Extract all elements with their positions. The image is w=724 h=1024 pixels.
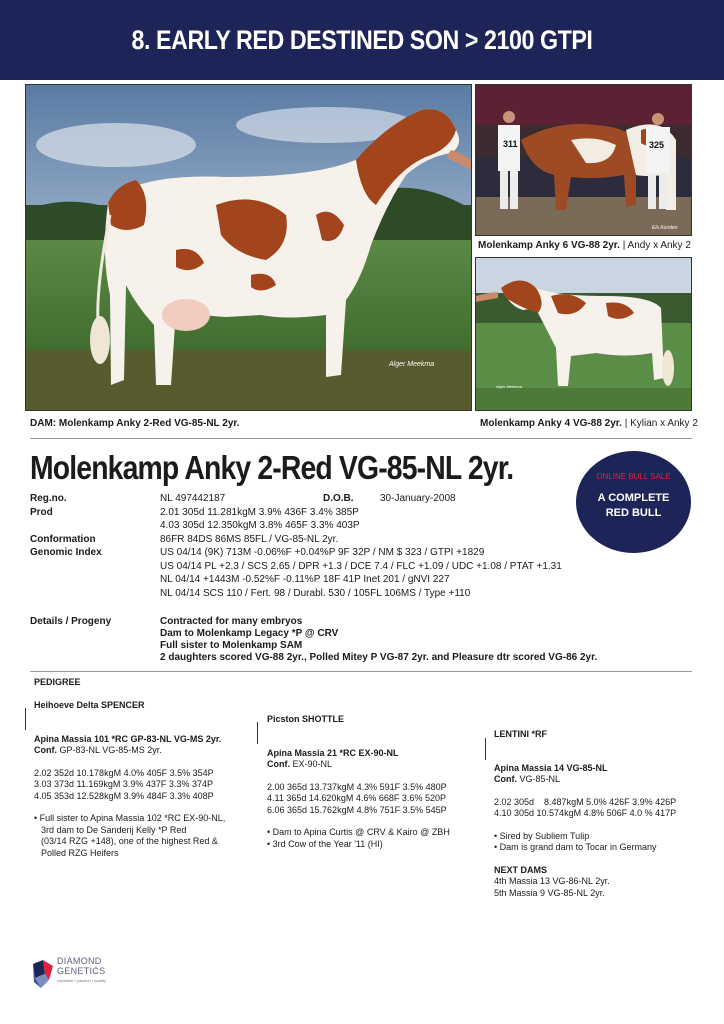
- show-photo-credit: Els Korsten: [652, 225, 678, 231]
- bull-sale-badge: [576, 451, 691, 553]
- badge-main-text: [576, 491, 691, 521]
- genomic-value-1: US 04/14 (9K) 713M -0.06%F +0.04%P 9F 32P / NM $ 323 / GTPI +1829: [160, 547, 485, 558]
- pedigree-col-1: [34, 700, 225, 859]
- col1-dam-name: Apina Massia 101 *RC GP-83-NL VG-MS 2yr.: [34, 733, 222, 744]
- col2-dam-name: Apina Massia 21 *RC EX-90-NL: [267, 747, 399, 758]
- col1-conf: Conf. GP-83-NL VG-85-MS 2yr.: [34, 745, 162, 755]
- col3-sire: LENTINI *RF: [494, 729, 547, 739]
- col1-prod-2: 3.03 373d 11.169kgM 3.9% 437F 3.3% 374P: [34, 779, 213, 789]
- col2-conf: Conf. EX-90-NL: [267, 759, 333, 769]
- pedigree-col-2: [267, 714, 450, 850]
- second-photo-caption: [480, 418, 698, 429]
- genomic-value-3: NL 04/14 +1443M -0.52%F -0.11%P 18F 41P Inet 201 / gNVI 227: [160, 574, 450, 585]
- col3-prod-1: 2.02 305d 8.487kgM 5.0% 426F 3.9% 426P: [494, 796, 677, 807]
- col3-note-1: • Sired by Subliem Tulip: [494, 830, 590, 841]
- logo-text-1: DIAMOND: [57, 956, 102, 966]
- col2-note-1: • Dam to Apina Curtis @ CRV & Kairo @ ZBH: [267, 827, 450, 837]
- details-label: Details / Progeny: [30, 616, 112, 627]
- dob-value: 30-January-2008: [380, 493, 456, 504]
- details-line-2: Dam to Molenkamp Legacy *P @ CRV: [160, 628, 339, 639]
- logo-tagline: expertise • passion • quality: [57, 978, 106, 983]
- col3-dam-name: Apina Massia 14 VG-85-NL: [494, 762, 608, 773]
- col3-next-2: 5th Massia 9 VG-85-NL 2yr.: [494, 887, 605, 898]
- diamond-genetics-logo: [31, 952, 111, 998]
- prod-value-1: 2.01 305d 11.281kgM 3.9% 436F 3.4% 385P: [160, 506, 359, 518]
- details-line-1: Contracted for many embryos: [160, 616, 303, 627]
- badge-line-1: A COMPLETE: [597, 492, 670, 504]
- col2-prod-3: 6.06 365d 15.762kgM 4.8% 751F 3.5% 545P: [267, 804, 447, 815]
- reg-label: Reg.no.: [30, 493, 67, 504]
- genomic-label: Genomic Index: [30, 547, 102, 558]
- genomic-value-2: US 04/14 PL +2.3 / SCS 2.65 / DPR +1.3 / DCE 7.4 / FLC +1.09 / UDC +1.08 / PTAT +1.31: [160, 560, 562, 572]
- pedigree-heading: PEDIGREE: [34, 677, 81, 687]
- second-photo-credit: Alger Meekma: [496, 384, 522, 389]
- pedigree-bracket-1: [25, 708, 26, 730]
- details-line-4: 2 daughters scored VG-88 2yr., Polled Mitey P VG-87 2yr. and Pleasure dtr scored VG-86 2yr.: [160, 652, 598, 663]
- main-photo-caption: DAM: Molenkamp Anky 2-Red VG-85-NL 2yr.: [30, 418, 240, 429]
- page-title-header: 8. EARLY RED DESTINED SON > 2100 GTPI: [131, 24, 593, 55]
- main-photo-credit: Alger Meekma: [389, 361, 435, 368]
- conformation-value: 86FR 84DS 86MS 85FL / VG-85-NL 2yr.: [160, 533, 339, 545]
- badge-line-2: RED BULL: [605, 507, 662, 519]
- col3-next-heading: NEXT DAMS: [494, 864, 548, 875]
- col1-note-4: Polled RZG Heifers: [41, 847, 119, 858]
- col3-next-1: 4th Massia 13 VG-86-NL 2yr.: [494, 876, 610, 886]
- pedigree-col-3: [494, 729, 676, 899]
- reg-value: NL 497442187: [160, 493, 226, 504]
- show-photo-caption: [478, 240, 691, 251]
- show-photo-caption-bold: Molenkamp Anky 6 VG-88 2yr.: [478, 240, 620, 251]
- col2-prod-1: 2.00 365d 13.737kgM 4.3% 591F 3.5% 480P: [267, 781, 447, 792]
- pedigree-bracket-2: [257, 722, 258, 744]
- col1-sire: Heihoeve Delta SPENCER: [34, 700, 145, 710]
- badge-sale-text: ONLINE BULL SALE: [596, 472, 671, 481]
- col1-prod-3: 4.05 353d 12.528kgM 3.9% 484F 3.3% 408P: [34, 790, 214, 801]
- col1-prod-1: 2.02 352d 10.178kgM 4.0% 405F 3.5% 354P: [34, 767, 214, 778]
- details-line-3: Full sister to Molenkamp SAM: [160, 640, 303, 651]
- show-ring-photo: [475, 84, 692, 236]
- genomic-value-4: NL 04/14 SCS 110 / Fert. 98 / Durabl. 530 / 105FL 106MS / Type +110: [160, 587, 471, 599]
- main-cow-photo: [25, 84, 472, 411]
- handler-number-1: 311: [503, 139, 518, 149]
- second-cow-photo: [475, 257, 692, 411]
- page-header: [0, 0, 724, 80]
- divider-top: [30, 438, 692, 439]
- pedigree-bracket-3: [485, 738, 486, 760]
- second-photo-caption-normal: | Kylian x Anky 2: [624, 418, 698, 429]
- handler-number-2: 325: [649, 140, 665, 150]
- divider-pedigree: [30, 671, 692, 672]
- diamond-logo-icon: [31, 956, 55, 996]
- col1-note-1: • Full sister to Apina Massia 102 *RC EX-90-NL,: [34, 813, 226, 823]
- second-photo-caption-bold: Molenkamp Anky 4 VG-88 2yr.: [480, 418, 622, 429]
- conformation-label: Conformation: [30, 533, 96, 545]
- col2-prod-2: 4.11 365d 14.620kgM 4.6% 668F 3.6% 520P: [267, 793, 446, 803]
- col1-note-3: (03/14 RZG +148), one of the highest Red &: [41, 836, 218, 846]
- col1-note-2: 3rd dam to De Sanderij Kelly *P Red: [41, 824, 187, 835]
- col2-note-2: • 3rd Cow of the Year '11 (HI): [267, 838, 383, 849]
- prod-label: Prod: [30, 506, 53, 518]
- col2-sire: Picston SHOTTLE: [267, 714, 345, 724]
- cow-title: Molenkamp Anky 2-Red VG-85-NL 2yr.: [30, 449, 514, 486]
- col3-conf: Conf. VG-85-NL: [494, 774, 561, 784]
- dob-label: D.O.B.: [323, 493, 354, 504]
- col3-prod-2: 4.10 305d 10.574kgM 4.8% 506F 4.0 % 417P: [494, 808, 677, 818]
- col3-note-2: • Dam is grand dam to Tocar in Germany: [494, 842, 657, 852]
- details-lines: [160, 616, 597, 664]
- logo-text-2: GENETICS: [57, 966, 106, 976]
- show-photo-caption-normal: | Andy x Anky 2: [622, 240, 691, 251]
- prod-value-2: 4.03 305d 12.350kgM 3.8% 465F 3.3% 403P: [160, 520, 360, 531]
